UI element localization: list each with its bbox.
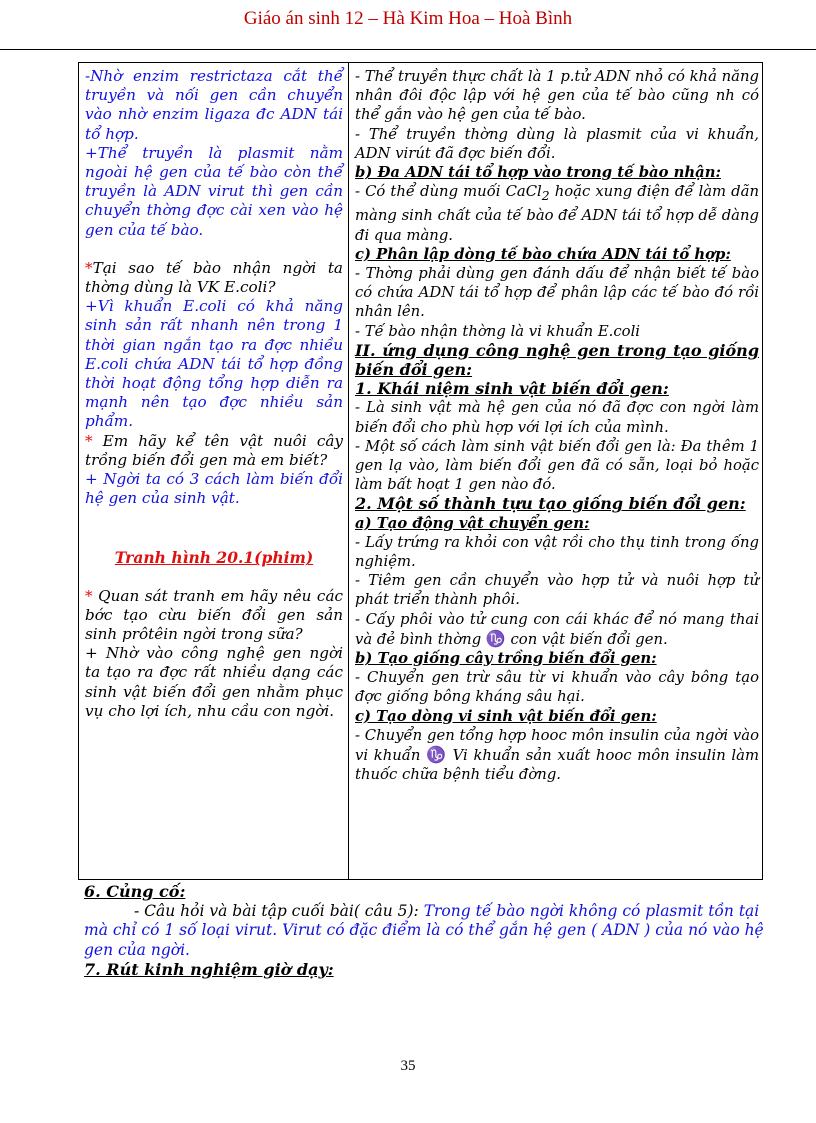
left-paragraph: -Nhờ enzim restrictaza cắt thể truyền và nối gen cần chuyển vào nhờ enzim ligaza đc ADN tái tổ hợp. <box>85 67 343 143</box>
question: * Quan sát tranh em hãy nêu các bớc tạo cừu biến đổi gen sản sinh prôtêin ngời trong sữa? <box>85 586 343 644</box>
right-paragraph: - Lấy trứng ra khỏi con vật rồi cho thụ tinh trong ống nghiệm. <box>355 533 759 571</box>
teaching-notes-heading: 7. Rút kinh nghiệm giờ dạy: <box>84 960 334 979</box>
right-paragraph: - Thể truyền thực chất là 1 p.tử ADN nhỏ có khả năng nhân đôi độc lập với hệ gen của tế bào cũng nh có thể gắn vào hệ gen của tế bào. <box>355 68 759 124</box>
answer: +Vì khuẩn E.coli có khả năng sinh sản rất nhanh nên trong 1 thời gian ngắn tạo ra đợc nhiều E.coli chứa ADN tái tổ hợp đồng thời hoạt động tổng hợp diễn ra mạnh nên tạo đợc nhiều sản phẩm. <box>85 297 343 431</box>
section-heading: c) Phân lập dòng tế bào chứa ADN tái tổ hợp: <box>355 245 731 263</box>
right-paragraph: - Chuyển gen tổng hợp hooc môn insulin của ngời vào vi khuẩn ♑ Vi khuẩn sản xuất hooc môn insulin làm thuốc chữa bệnh tiểu đờng. <box>355 726 760 784</box>
right-paragraph: - Có thể dùng muối CaCl$_2$ hoặc xung điện để làm dãn màng sinh chất của tế bào để ADN tái tổ hợp dễ dàng đi qua màng. <box>355 183 759 244</box>
right-paragraph: - Tế bào nhận thờng là vi khuẩn E.coli <box>355 322 641 340</box>
right-paragraph: - Thờng phải dùng gen đánh dấu để nhận biết tế bào có chứa ADN tái tổ hợp để phân lập các tế bào đó rồi nhân lên. <box>355 264 759 321</box>
lesson-table <box>78 62 763 880</box>
column-divider <box>348 63 349 879</box>
section-heading: a) Tạo động vật chuyển gen: <box>355 514 590 532</box>
left-paragraph: +Thể truyền là plasmit nằm ngoài hệ gen của tế bào còn thể truyền là ADN virut thì gen cần chuyển thờng đợc cài xen vào hệ gen của tế bào. <box>85 143 343 239</box>
question: * Em hãy kể tên vật nuôi cây trồng biến đổi gen mà em biết? <box>85 431 343 469</box>
result-arrow-icon: ♑ <box>485 628 506 648</box>
section-heading: b) Tạo giống cây trồng biến đổi gen: <box>355 650 657 668</box>
result-arrow-icon: ♑ <box>426 745 447 765</box>
star-marker: * <box>85 431 93 450</box>
right-paragraph: - Là sinh vật mà hệ gen của nó đã đợc con ngời làm biến đổi cho phù hợp với lợi ích của mình. <box>355 399 759 436</box>
consolidation-heading: 6. Củng cố: <box>84 882 186 901</box>
media-label: Tranh hình 20.1(phim) <box>114 548 314 568</box>
lesson-footer-sections <box>84 882 774 980</box>
right-paragraph: - Cấy phôi vào tử cung con cái khác để nó mang thai và đẻ bình thờng ♑ con vật biến đổi gen. <box>355 610 759 648</box>
content-column <box>355 67 759 784</box>
question: *Tại sao tế bào nhận ngời ta thờng dùng là VK E.coli? <box>85 258 343 297</box>
star-marker: * <box>85 586 93 605</box>
right-paragraph: - Một số cách làm sinh vật biến đổi gen là: Đa thêm 1 gen lạ vào, làm biến đổi gen đã có sẵn, loại bỏ hoặc làm bất hoạt 1 gen nào đó. <box>355 437 759 494</box>
section-heading: 2. Một số thành tựu tạo giống biến đổi gen: <box>355 494 746 514</box>
answer: + Ngời ta có 3 cách làm biến đổi hệ gen của sinh vật. <box>85 470 343 508</box>
page-header: Giáo án sinh 12 – Hà Kim Hoa – Hoà Bình <box>243 8 573 29</box>
consolidation-question: - Câu hỏi và bài tập cuối bài( câu 5): Trong tế bào ngời không có plasmit tồn tại mà chỉ có 1 số loại virut. Virut có đặc điểm là có thể gắn hệ gen ( ADN ) của nó vào hệ gen của ngời. <box>84 901 764 959</box>
right-paragraph: - Thể truyền thờng dùng là plasmit của vi khuẩn, ADN virút đã đợc biến đổi. <box>355 125 759 162</box>
right-paragraph: - Tiêm gen cần chuyển vào hợp tử và nuôi hợp tử phát triển thành phôi. <box>355 572 759 609</box>
teacher-activity-column <box>85 67 343 721</box>
header-rule <box>0 49 816 50</box>
answer: + Nhờ vào công nghệ gen ngời ta tạo ra đợc rất nhiều dạng các sinh vật biến đổi gen nhằm phục vụ cho lợi ích, nhu cầu con ngời. <box>85 644 343 720</box>
page-number: 35 <box>400 1058 416 1074</box>
right-paragraph: - Chuyển gen trừ sâu từ vi khuẩn vào cây bông tạo đợc giống bông kháng sâu hại. <box>355 669 759 706</box>
star-marker: * <box>85 258 93 277</box>
section-heading: 1. Khái niệm sinh vật biến đổi gen: <box>355 379 669 399</box>
section-heading: II. ứng dụng công nghệ gen trong tạo giống biến đổi gen: <box>355 340 759 379</box>
section-heading: b) Đa ADN tái tổ hợp vào trong tế bào nhận: <box>355 164 721 182</box>
section-heading: c) Tạo dòng vi sinh vật biến đổi gen: <box>355 707 657 725</box>
